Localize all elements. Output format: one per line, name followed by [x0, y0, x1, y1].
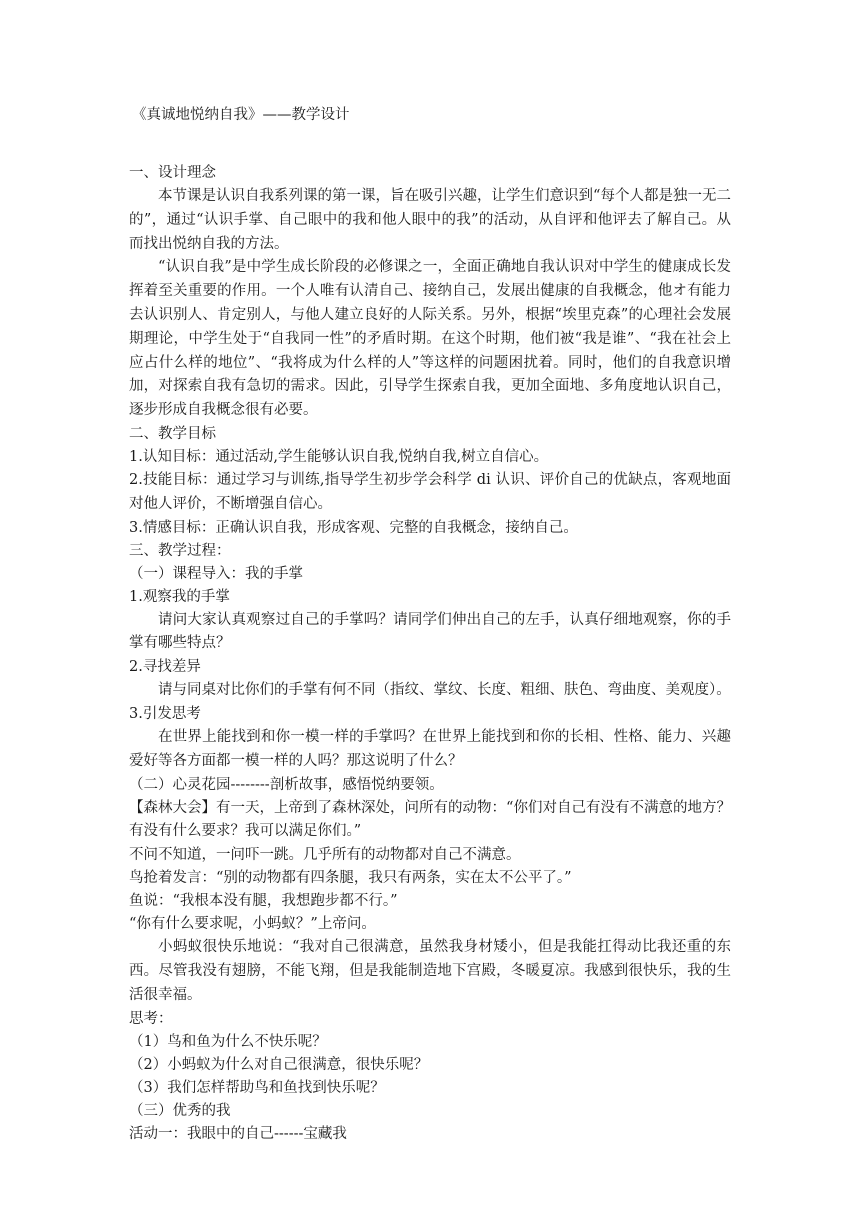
subsection-heading: （一）课程导入：我的手掌: [129, 565, 303, 582]
subsection-heading: （二）心灵花园--------剖析故事，感悟悦纳要领。: [129, 776, 444, 793]
step-heading: 1.观察我的手掌: [129, 588, 230, 605]
section-heading-teaching-process: 三、教学过程：: [129, 542, 231, 559]
paragraph: 请问大家认真观察过自己的手掌吗？请同学们伸出自己的左手，认真仔细地观察，你的手掌有哪些特点？: [129, 611, 731, 652]
goal-item: 1.认知目标：通过活动,学生能够认识自我,悦纳自我,树立自信心。: [129, 448, 549, 465]
story-paragraph: 小蚂蚁很快乐地说：“我对自己很满意，虽然我身材矮小，但是我能扛得动比我还重的东西。尽管我没有翅膀，不能飞翔，但是我能制造地下宫殿，冬暖夏凉。我感到很快乐，我的生活很幸福。: [129, 939, 731, 1003]
paragraph: 请与同桌对比你们的手掌有何不同（指纹、掌纹、长度、粗细、肤色、弯曲度、美观度）。: [158, 682, 731, 699]
question-item: （3）我们怎样帮助鸟和鱼找到快乐呢？: [129, 1079, 385, 1096]
story-paragraph: 不问不知道，一问吓一跳。几乎所有的动物都对自己不满意。: [129, 847, 521, 864]
section-heading-teaching-goals: 二、教学目标: [129, 425, 216, 442]
think-heading: 思考：: [129, 1010, 173, 1027]
document-title: 《真诚地悦纳自我》——教学设计: [132, 107, 350, 123]
goal-item: 3.情感目标：正确认识自我，形成客观、完整的自我概念，接纳自己。: [129, 519, 578, 536]
question-item: （2）小蚂蚁为什么对自己很满意，很快乐呢？: [129, 1056, 429, 1073]
paragraph: “认识自我”是中学生成长阶段的必修课之一，全面正确地自我认识对中学生的健康成长发挥着至关重要的作用。一个人唯有认清自己、接纳自己，发展出健康的自我概念，他オ有能力去认识别人、肯定别人，与他人建立良好的人际关系。另外，根据“埃里克森”的心理社会发展期理论，中学生处于“自我同一性”的矛盾时期。在这个时期，他们被“我是谁”、“我在社会上应占什么样的地位”、“我将成为什么样的人”等这样的问题困扰着。同时，他们的自我意识增加，对探索自我有急切的需求。因此，引导学生探索自我，更加全面地、多角度地认识自己，逐步形成自我概念很有必要。: [129, 259, 731, 419]
paragraph: 本节课是认识自我系列课的第一课，旨在吸引兴趣，让学生们意识到“每个人都是独一无二的”，通过“认识手掌、自己眼中的我和他人眼中的我”的活动，从自评和他评去了解自己。从而找出悦纳自我的方法。: [129, 188, 731, 252]
question-item: （1）鸟和鱼为什么不快乐呢？: [129, 1033, 327, 1050]
goal-item: 2.技能目标：通过学习与训练,指导学生初步学会科学 di 认识、评价自己的优缺点，客观地面对他人评价，不断增强自信心。: [129, 471, 731, 512]
story-paragraph: “你有什么要求呢，小蚂蚁？”上帝问。: [129, 916, 376, 933]
story-paragraph: 【森林大会】有一天，上帝到了森林深处，问所有的动物：“你们对自己有没有不满意的地方？有没有什么要求？我可以满足你们。”: [129, 799, 731, 840]
subsection-heading: （三）优秀的我: [129, 1102, 231, 1119]
step-heading: 2.寻找差异: [129, 659, 201, 676]
activity-heading: 活动一：我眼中的自己------宝藏我: [129, 1125, 347, 1142]
document-body: [129, 102, 731, 1146]
section-heading-design-concept: 一、设计理念: [129, 165, 216, 181]
paragraph: 在世界上能找到和你一模一样的手掌吗？在世界上能找到和你的长相、性格、能力、兴趣爱好等各方面都一模一样的人吗？那这说明了什么？: [129, 728, 731, 769]
step-heading: 3.引发思考: [129, 705, 201, 722]
story-paragraph: 鸟抢着发言：“别的动物都有四条腿，我只有两条，实在太不公平了。”: [129, 870, 572, 887]
story-paragraph: 鱼说：“我根本没有腿，我想跑步都不行。”: [129, 893, 398, 910]
